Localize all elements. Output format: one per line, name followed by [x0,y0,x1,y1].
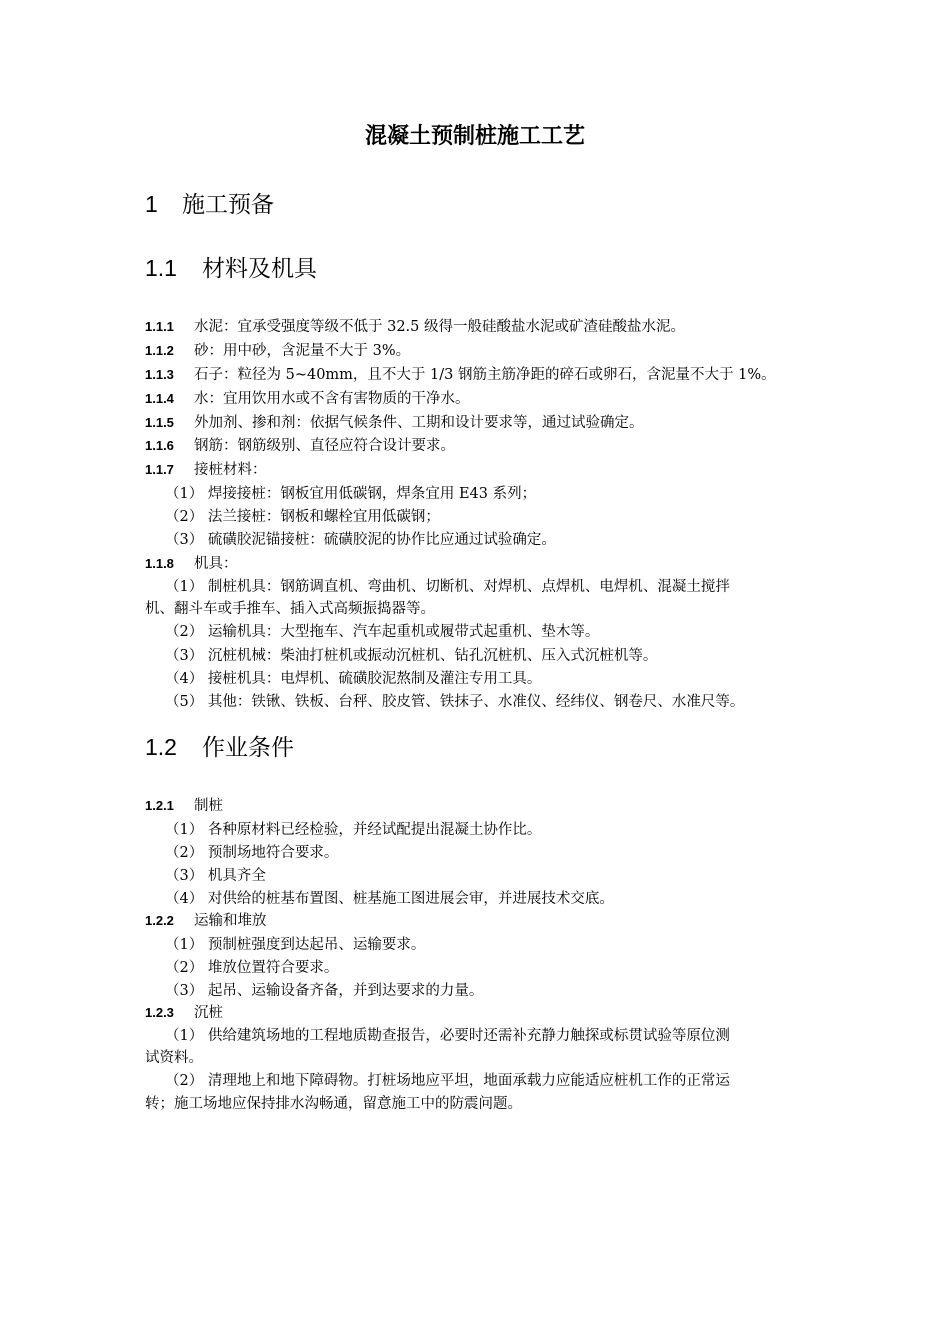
material-item [145,341,410,361]
clause-number: 1.1.3 [145,367,174,382]
section-1-2-heading [145,731,294,764]
material-item [145,413,644,433]
material-item [145,460,267,480]
section-number: 1 [145,191,158,217]
clause-number: 1.1.4 [145,391,174,406]
list-item: （5） 其他：铁锹、铁板、台秤、胶皮管、铁抹子、水准仪、经纬仪、钢卷尺、水准尺等。 [165,694,745,710]
clause-text: 运输和堆放 [194,913,267,929]
list-item: （4） 对供给的桩基布置图、桩基施工图进展会审，并进展技术交底。 [165,891,614,907]
clause-text: 机具： [194,556,238,572]
section-title: 作业条件 [202,735,294,761]
clause-text: 石子：粒径为 5~40mm，且不大于 1/3 钢筋主筋净距的碎石或卵石，含泥量不大于 1%。 [194,367,776,383]
clause-number: 1.2.3 [145,1005,174,1020]
list-item: （1） 预制桩强度到达起吊、运输要求。 [165,937,426,953]
document-title: 混凝土预制桩施工工艺 [364,124,585,149]
machinery-clause [145,554,238,574]
list-item: （3） 沉桩机械：柴油打桩机或振动沉桩机、钻孔沉桩机、压入式沉桩机等。 [165,648,658,664]
list-item: （1） 制桩机具：钢筋调直机、弯曲机、切断机、对焊机、点焊机、电焊机、混凝土搅拌 [165,579,730,595]
condition-clause [145,911,267,931]
condition-clause [145,1003,223,1023]
clause-number: 1.1.6 [145,438,174,453]
section-1-heading [145,188,274,221]
clause-text: 水：宜用饮用水或不含有害物质的干净水。 [194,391,470,407]
clause-number: 1.1.1 [145,319,174,334]
material-item [145,436,455,456]
list-item: （3） 机具齐全 [165,868,266,884]
clause-text: 外加剂、掺和剂：依据气候条件、工期和设计要求等，通过试验确定。 [194,415,644,431]
clause-text: 沉桩 [194,1005,223,1021]
list-item-continuation: 机、翻斗车或手推车、插入式高频振捣器等。 [145,601,435,617]
clause-number: 1.2.1 [145,798,174,813]
clause-text: 接桩材料： [194,462,267,478]
list-item: （2） 清理地上和地下障碍物。打桩场地应平坦，地面承载力应能适应桩机工作的正常运 [165,1073,730,1089]
list-item: （2） 预制场地符合要求。 [165,845,339,861]
list-item: （2） 法兰接桩：钢板和螺栓宜用低碳钢； [165,509,440,525]
clause-number: 1.1.8 [145,556,174,571]
clause-text: 制桩 [194,798,223,814]
material-item [145,389,470,409]
section-1-1-heading [145,252,317,285]
material-item [145,365,776,385]
condition-clause [145,796,223,816]
clause-number: 1.2.2 [145,913,174,928]
section-title: 材料及机具 [202,256,317,282]
clause-text: 水泥：宜承受强度等级不低于 32.5 级得一般硅酸盐水泥或矿渣硅酸盐水泥。 [194,319,686,335]
material-item [145,317,685,337]
clause-text: 砂：用中砂，含泥量不大于 3%。 [194,343,411,359]
list-item: （1） 供给建筑场地的工程地质勘查报告，必要时还需补充静力触探或标贯试验等原位测 [165,1028,730,1044]
section-title: 施工预备 [182,192,274,218]
list-item-continuation: 转；施工场地应保持排水沟畅通，留意施工中的防震问题。 [145,1096,522,1112]
clause-number: 1.1.2 [145,343,174,358]
list-item: （1） 各种原材料已经检验，并经试配提出混凝土协作比。 [165,822,542,838]
list-item: （3） 起吊、运输设备齐备，并到达要求的力量。 [165,983,484,999]
clause-number: 1.1.5 [145,415,174,430]
section-number: 1.2 [145,734,177,760]
list-item: （4） 接桩机具：电焊机、硫磺胶泥熬制及灌注专用工具。 [165,671,542,687]
list-item: （1） 焊接接桩：钢板宜用低碳钢，焊条宜用 E43 系列； [165,486,537,502]
list-item: （3） 硫磺胶泥锚接桩：硫磺胶泥的协作比应通过试验确定。 [165,532,556,548]
clause-number: 1.1.7 [145,462,174,477]
section-number: 1.1 [145,255,177,281]
clause-text: 钢筋：钢筋级别、直径应符合设计要求。 [194,438,455,454]
list-item: （2） 运输机具：大型拖车、汽车起重机或履带式起重机、垫木等。 [165,624,600,640]
list-item-continuation: 试资料。 [145,1050,203,1066]
list-item: （2） 堆放位置符合要求。 [165,960,339,976]
